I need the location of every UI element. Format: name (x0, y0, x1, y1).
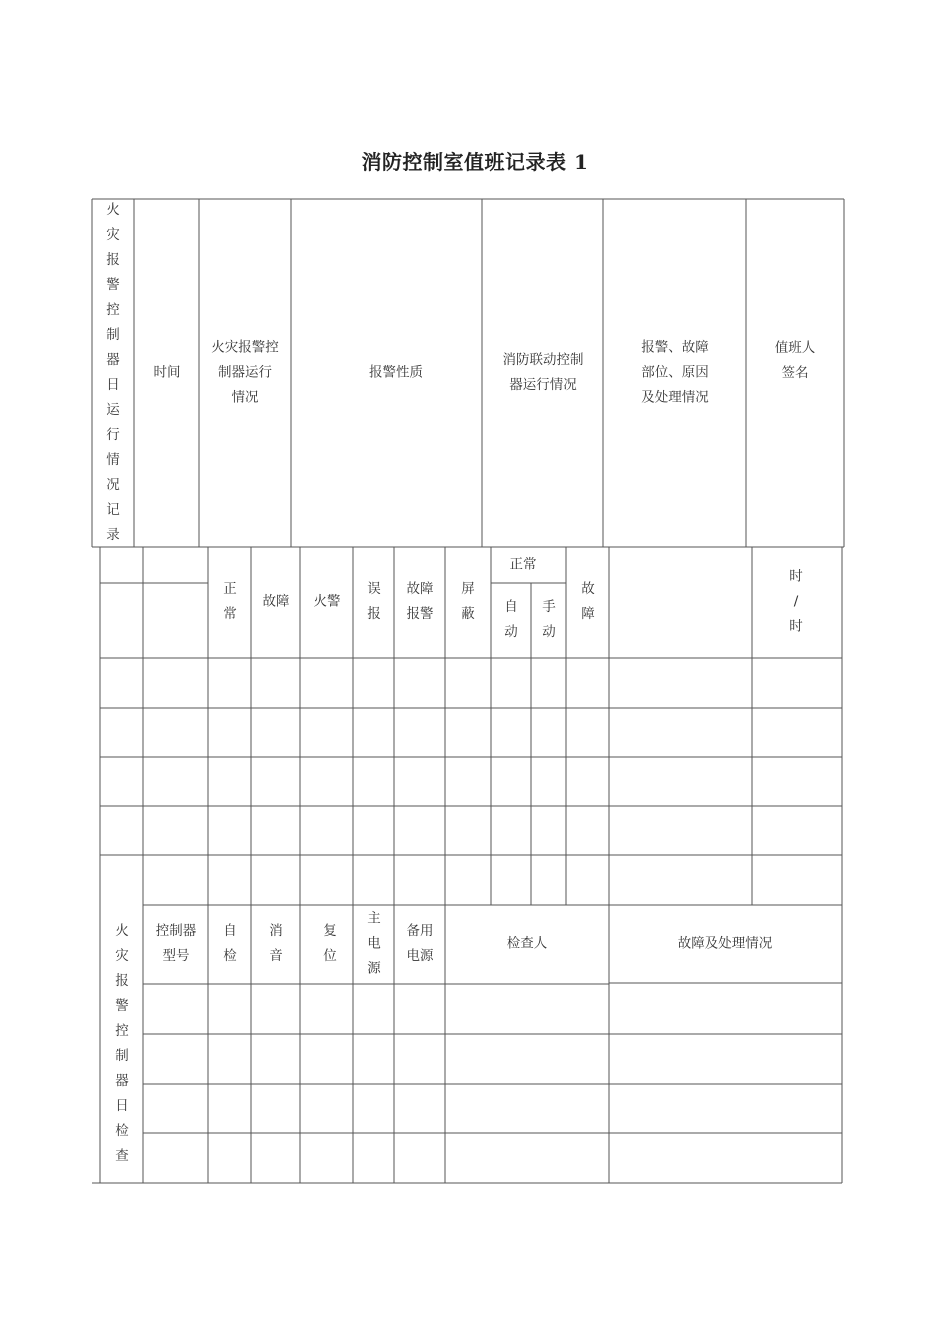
controller-status-header: 火灾报警控 制器运行 情况 (211, 339, 279, 406)
reset-header: 复位 (323, 923, 337, 964)
backup-power-header: 备用 电源 (406, 923, 434, 964)
inspector-header: 检查人 (506, 935, 548, 952)
record-label: 火灾报警控制器日运行情况记录 (106, 202, 120, 543)
manual-header: 手动 (542, 599, 556, 640)
daily-check-label: 火灾报警控制器日检查 (115, 923, 129, 1164)
silence-header: 消音 (269, 923, 283, 964)
fault-header: 故障 (262, 593, 290, 610)
main-power-header: 主电源 (367, 910, 381, 977)
alarm-fault-header: 报警、故障 部位、原因 及处理情况 (641, 339, 709, 406)
fault-alarm-header: 故障 报警 (406, 581, 434, 622)
linkage-normal-header: 正常 (509, 556, 537, 573)
shield-header: 屏蔽 (461, 581, 475, 622)
page-title: 消防控制室值班记录表 1 (361, 150, 589, 174)
auto-header: 自动 (504, 599, 518, 640)
false-alarm-header: 误报 (367, 581, 381, 622)
hour-min-header: 时 / 时 (789, 568, 803, 635)
linkage-status-header: 消防联动控制 器运行情况 (502, 352, 584, 393)
normal-header: 正常 (223, 581, 237, 622)
fire-header: 火警 (313, 593, 341, 610)
self-check-header: 自检 (223, 923, 237, 964)
linkage-fault-header: 故障 (581, 581, 595, 622)
controller-model-header: 控制器 型号 (155, 923, 197, 964)
alarm-nature-header: 报警性质 (369, 364, 423, 381)
fault-handling-header: 故障及处理情况 (677, 935, 773, 952)
duty-sign-header: 值班人 签名 (774, 340, 816, 381)
time-header: 时间 (153, 364, 181, 381)
